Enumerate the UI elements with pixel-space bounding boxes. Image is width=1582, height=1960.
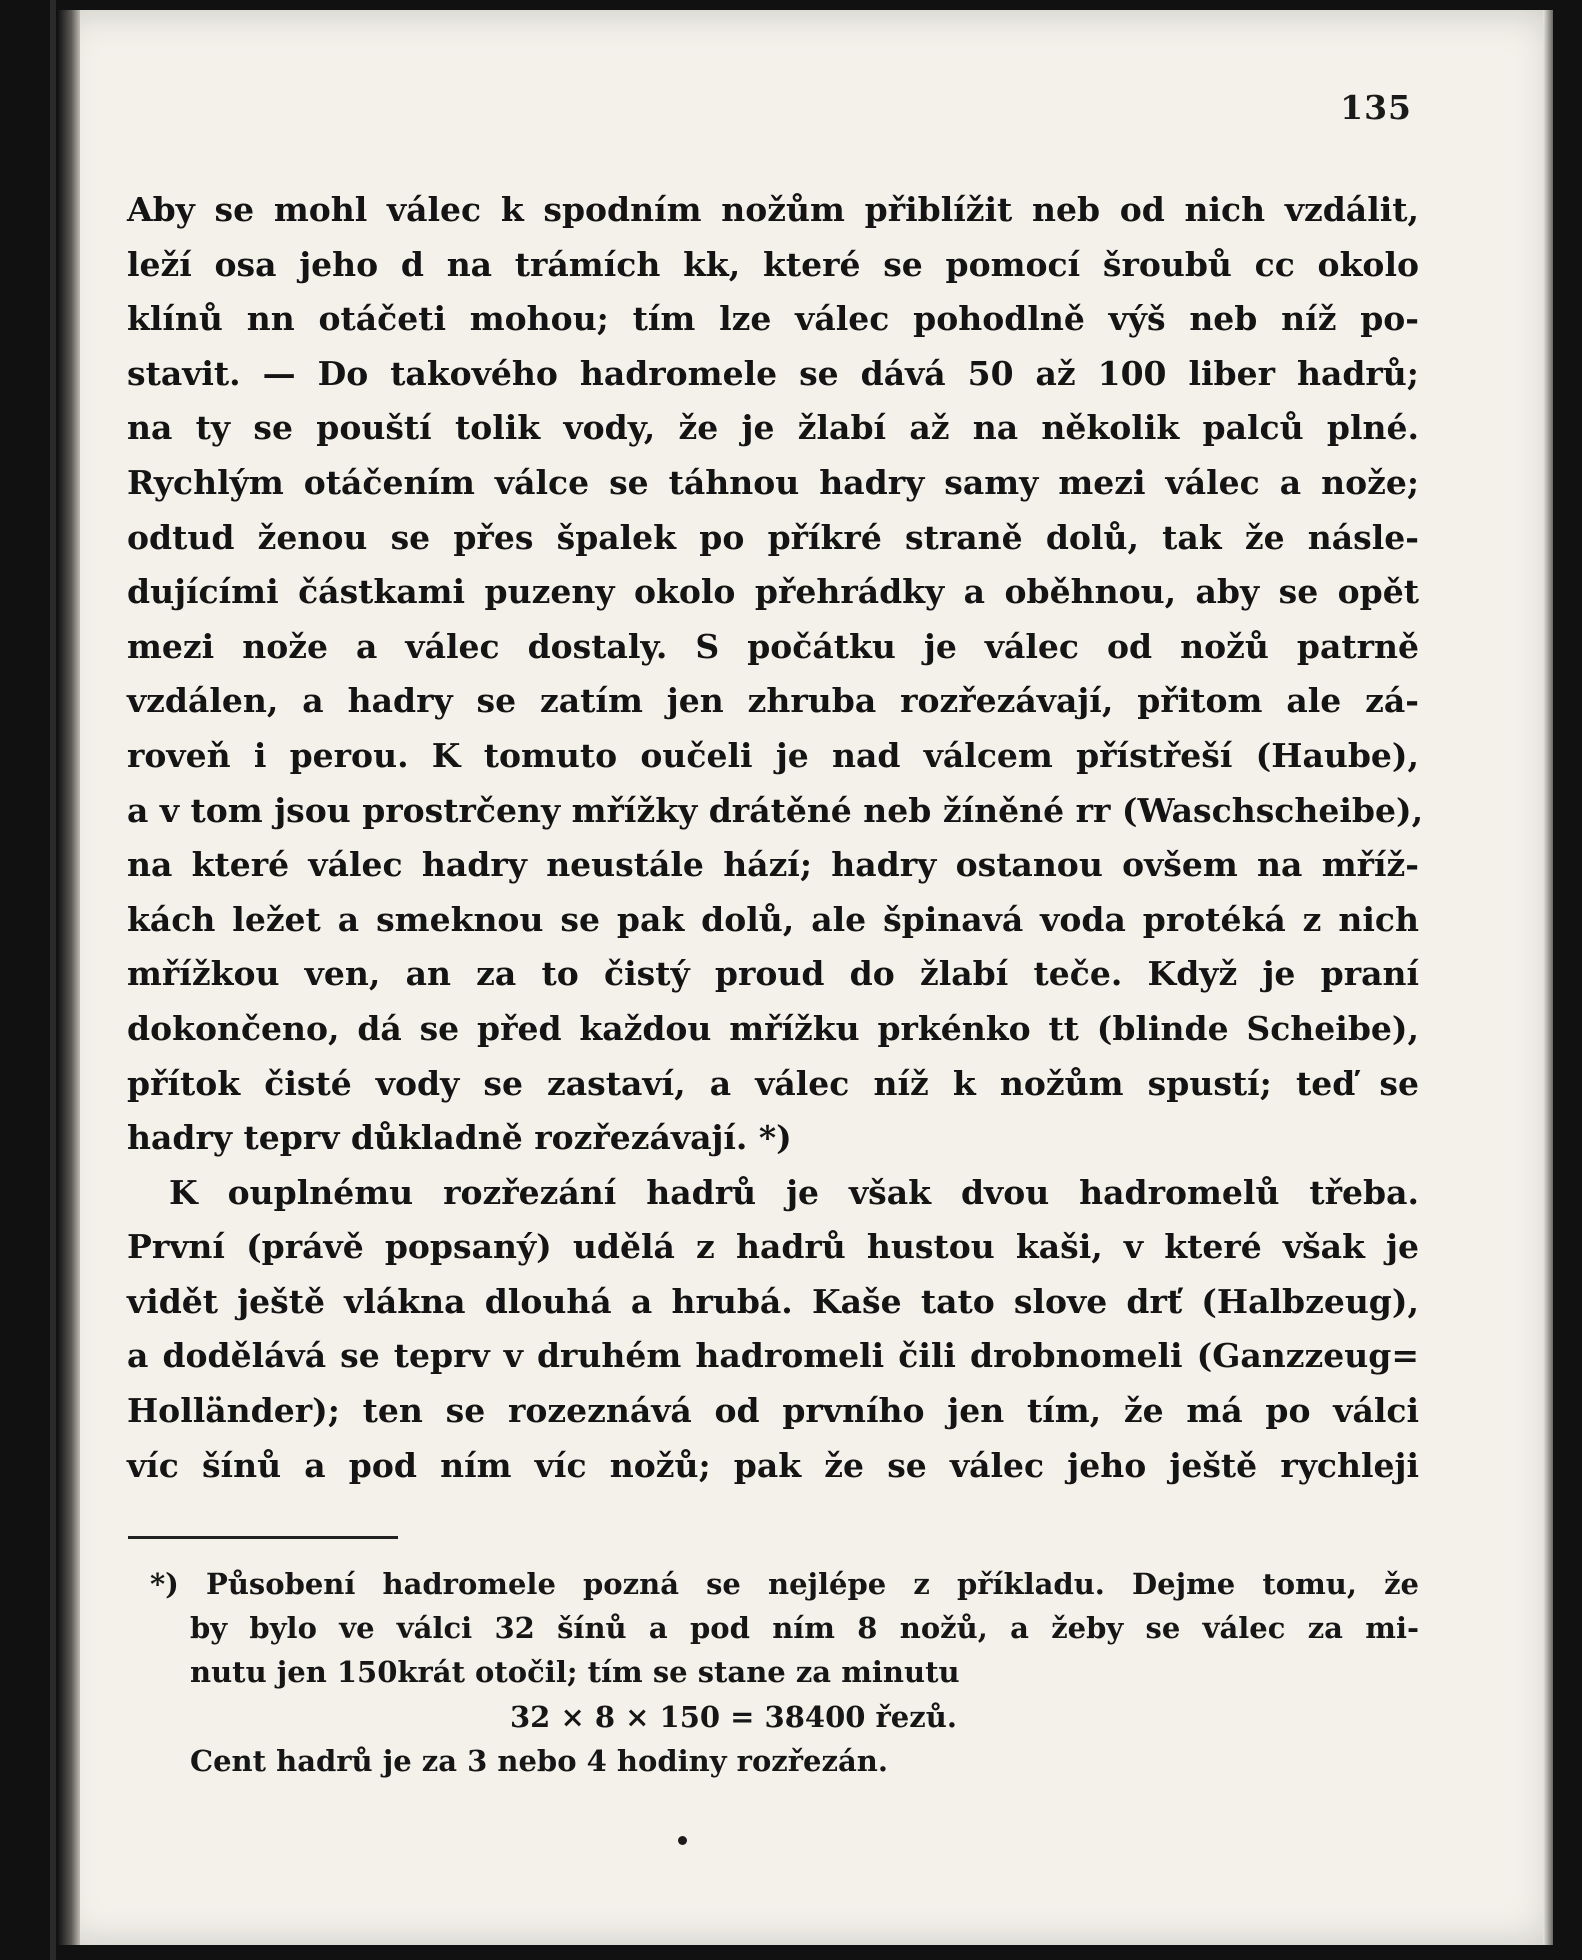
- text-line: vzdálen, a hadry se zatím jen zhruba rozřezávají, přitom ale zá-: [127, 681, 1419, 721]
- page-number: 135: [1340, 88, 1412, 127]
- text-line: K ouplnému rozřezání hadrů je však dvou hadromelů třeba.: [169, 1172, 1419, 1212]
- footnote-line: Cent hadrů je za 3 nebo 4 hodiny rozřezán.: [190, 1743, 888, 1778]
- text-line: mřížkou ven, an za to čistý proud do žlabí teče. Když je praní: [127, 954, 1419, 994]
- text-line: mezi nože a válec dostaly. S počátku je válec od nožů patrně: [127, 626, 1419, 666]
- text-line: na které válec hadry neustále hází; hadry ostanou ovšem na mříž-: [127, 845, 1419, 885]
- text-line: kách ležet a smeknou se pak dolů, ale špinavá voda protéká z nich: [127, 899, 1419, 939]
- text-line: odtud ženou se přes špalek po příkré straně dolů, tak že násle-: [127, 517, 1419, 557]
- text-line: klínů nn otáčeti mohou; tím lze válec pohodlně výš neb níž po-: [127, 299, 1419, 339]
- text-line: přítok čisté vody se zastaví, a válec níž k nožům spustí; teď se: [127, 1063, 1419, 1103]
- text-line: roveň i perou. K tomuto oučeli je nad válcem přístřeší (Haube),: [127, 735, 1419, 775]
- page-spine-shadow: [58, 10, 80, 1945]
- footnote-equation: 32 × 8 × 150 = 38400 řezů.: [510, 1699, 957, 1734]
- text-line: víc šínů a pod ním víc nožů; pak že se válec jeho ještě rychleji: [127, 1445, 1419, 1485]
- text-line: leží osa jeho d na trámích kk, které se pomocí šroubů cc okolo: [127, 244, 1419, 284]
- text-line: dujícími částkami puzeny okolo přehrádky a oběhnou, aby se opět: [127, 572, 1419, 612]
- text-line: Rychlým otáčením válce se táhnou hadry samy mezi válec a nože;: [127, 462, 1419, 502]
- text-line: První (právě popsaný) udělá z hadrů hustou kaši, v které však je: [127, 1227, 1419, 1267]
- text-line: vidět ještě vlákna dlouhá a hrubá. Kaše tato slove drť (Halbzeug),: [127, 1281, 1419, 1321]
- text-line: a v tom jsou prostrčeny mřížky drátěné neb žíněné rr (Waschscheibe),: [127, 790, 1424, 830]
- text-line: dokončeno, dá se před každou mřížku prkénko tt (blinde Scheibe),: [127, 1008, 1419, 1048]
- text-line: hadry teprv důkladně rozřezávají. *): [127, 1118, 792, 1158]
- text-line: Holländer); ten se rozeznává od prvního jen tím, že má po válci: [127, 1391, 1419, 1431]
- footnote: [150, 1562, 1419, 1783]
- text-line: a dodělává se teprv v druhém hadromeli čili drobnomeli (Ganzzeug=: [127, 1336, 1419, 1376]
- ink-dot: [678, 1836, 687, 1845]
- footnote-line: nutu jen 150krát otočil; tím se stane za minutu: [190, 1655, 960, 1690]
- scan-edge-line: [50, 0, 56, 1960]
- footnote-divider: [128, 1536, 398, 1539]
- footnote-line: by bylo ve válci 32 šínů a pod ním 8 nožů, a žeby se válec za mi-: [190, 1611, 1419, 1646]
- text-line: Aby se mohl válec k spodním nožům přiblížit neb od nich vzdálit,: [127, 190, 1419, 229]
- text-line: na ty se pouští tolik vody, že je žlabí až na několik palců plné.: [127, 408, 1419, 448]
- text-line: stavit. — Do takového hadromele se dává 50 až 100 liber hadrů;: [127, 353, 1419, 393]
- main-text: [127, 183, 1424, 1493]
- footnote-line: *) Působení hadromele pozná se nejlépe z příkladu. Dejme tomu, že: [150, 1567, 1419, 1601]
- page-right-edge: [1543, 10, 1553, 1945]
